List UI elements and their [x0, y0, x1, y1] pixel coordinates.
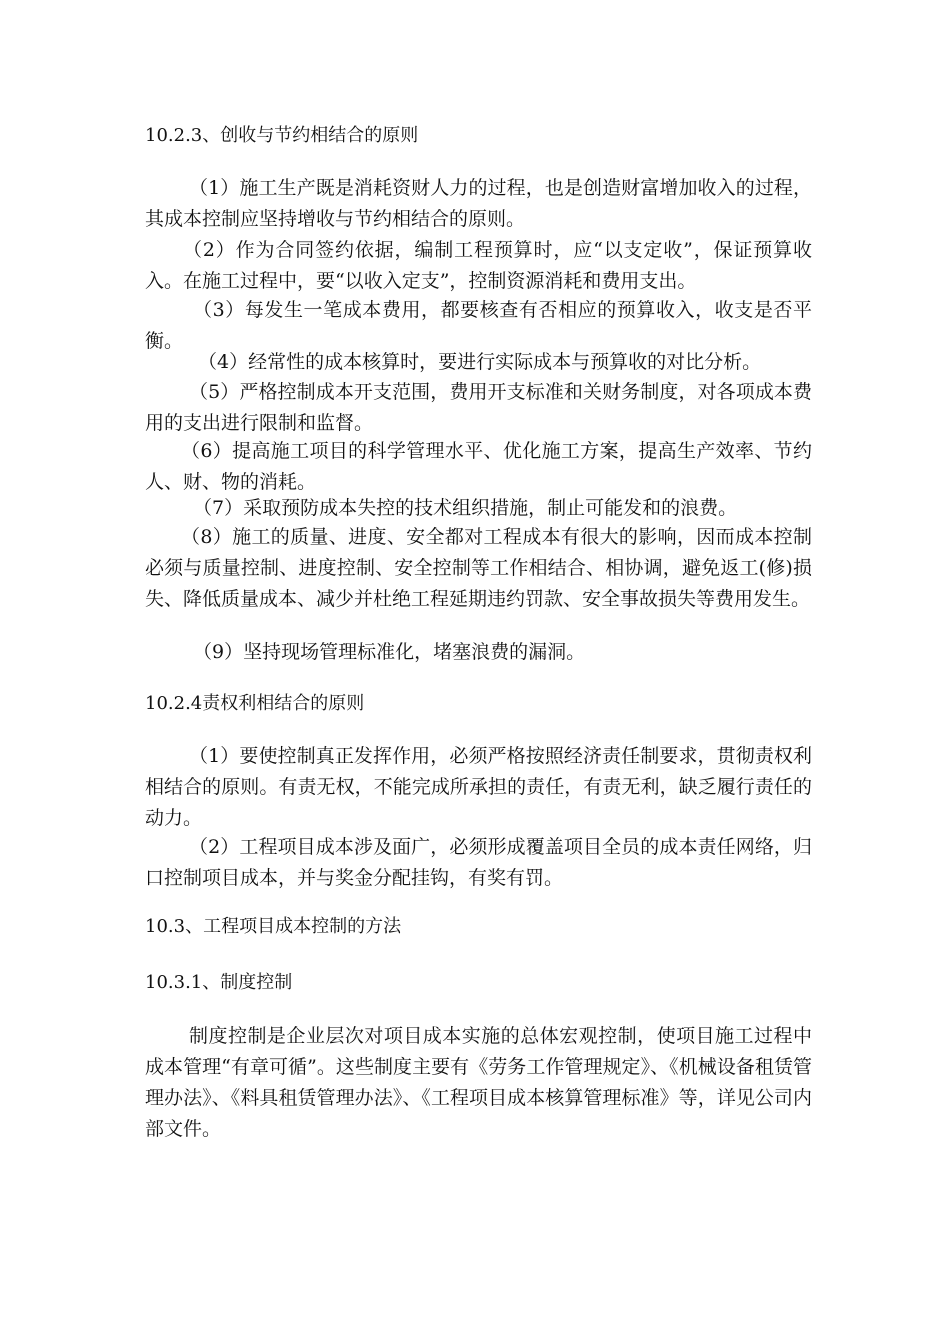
- paragraph-10-2-4-1: （1）要使控制真正发挥作用，必须严格按照经济责任制要求，贯彻责权利相结合的原则。有责无权，不能完成所承担的责任，有责无利，缺乏履行责任的动力。: [145, 745, 812, 829]
- section-heading-10-2-4: 10.2.4责权利相结合的原则: [145, 693, 365, 714]
- paragraph-10-2-4-2: （2）工程项目成本涉及面广，必须形成覆盖项目全员的成本责任网络，归口控制项目成本，并与奖金分配挂钩，有奖有罚。: [145, 836, 812, 889]
- paragraph-10-2-3-7: （7）采取预防成本失控的技术组织措施，制止可能发和的浪费。: [193, 497, 738, 519]
- paragraph-10-2-3-6: （6）提高施工项目的科学管理水平、优化施工方案，提高生产效率、节约人、财、物的消耗。: [145, 440, 812, 493]
- paragraph-10-2-3-3: （3）每发生一笔成本费用，都要核查有否相应的预算收入，收支是否平衡。: [145, 299, 812, 352]
- section-heading-10-3-1: 10.3.1、制度控制: [145, 972, 293, 993]
- paragraph-10-2-3-1: （1）施工生产既是消耗资财人力的过程，也是创造财富增加收入的过程，其成本控制应坚持增收与节约相结合的原则。: [145, 177, 812, 230]
- section-heading-10-2-3: 10.2.3、创收与节约相结合的原则: [145, 125, 419, 146]
- section-heading-10-3: 10.3、工程项目成本控制的方法: [145, 916, 402, 937]
- paragraph-10-2-3-2: （2）作为合同签约依据，编制工程预算时，应“以支定收”，保证预算收入。在施工过程中，要“以收入定支”，控制资源消耗和费用支出。: [145, 239, 812, 292]
- paragraph-10-2-3-8: （8）施工的质量、进度、安全都对工程成本有很大的影响，因而成本控制必须与质量控制、进度控制、安全控制等工作相结合、相协调，避免返工(修)损失、降低质量成本、减少并杜绝工程延期违约罚款、安全事故损失等费用发生。: [145, 526, 812, 610]
- paragraph-10-2-3-9: （9）坚持现场管理标准化，堵塞浪费的漏洞。: [193, 641, 586, 663]
- paragraph-10-3-1-1: 制度控制是企业层次对项目成本实施的总体宏观控制，使项目施工过程中成本管理“有章可循”。这些制度主要有《劳务工作管理规定》、《机械设备租赁管理办法》、《料具租赁管理办法》、《工程项目成本核算管理标准》等，详见公司内部文件。: [145, 1025, 812, 1140]
- paragraph-10-2-3-5: （5）严格控制成本开支范围，费用开支标准和关财务制度，对各项成本费用的支出进行限制和监督。: [145, 381, 812, 434]
- paragraph-10-2-3-4: （4）经常性的成本核算时，要进行实际成本与预算收的对比分析。: [198, 351, 762, 373]
